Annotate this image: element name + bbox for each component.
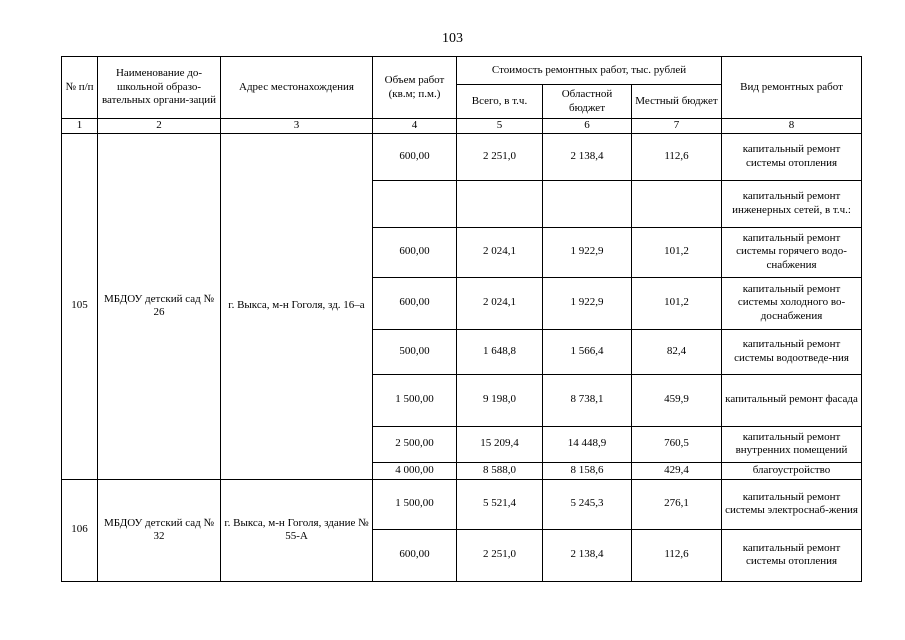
column-number: 2: [98, 119, 221, 134]
cell-work-type: капитальный ремонт системы горячего водо-снабжения: [722, 227, 862, 277]
cell-total: 1 648,8: [457, 329, 543, 374]
cell-work-type: капитальный ремонт внутренних помещений: [722, 426, 862, 462]
entry-address: г. Выкса, м-н Гоголя, зд. 16–а: [221, 133, 373, 479]
header-name: Наименование до-школьной образо-вательных органи-заций: [98, 57, 221, 119]
cell-total: 2 251,0: [457, 133, 543, 180]
cell-volume: 600,00: [373, 277, 457, 329]
cell-volume: 1 500,00: [373, 374, 457, 426]
entry-address: г. Выкса, м-н Гоголя, здание № 55-А: [221, 479, 373, 581]
header-address: Адрес местонахождения: [221, 57, 373, 119]
cell-local: 112,6: [632, 529, 722, 581]
header-num: № п/п: [62, 57, 98, 119]
cell-work-type: капитальный ремонт системы электроснаб-жения: [722, 479, 862, 529]
cell-total: 2 024,1: [457, 277, 543, 329]
entry-num: 106: [62, 479, 98, 581]
cell-local: [632, 180, 722, 227]
cell-local: 459,9: [632, 374, 722, 426]
cell-local: 82,4: [632, 329, 722, 374]
cell-work-type: капитальный ремонт системы отопления: [722, 529, 862, 581]
cell-regional: 2 138,4: [543, 529, 632, 581]
cell-work-type: благоустройство: [722, 462, 862, 479]
cell-volume: 600,00: [373, 227, 457, 277]
column-number: 1: [62, 119, 98, 134]
entry-num: 105: [62, 133, 98, 479]
entry-name: МБДОУ детский сад № 26: [98, 133, 221, 479]
cell-regional: 1 566,4: [543, 329, 632, 374]
table-row: [62, 133, 862, 180]
cell-total: 5 521,4: [457, 479, 543, 529]
entry-name: МБДОУ детский сад № 32: [98, 479, 221, 581]
cell-volume: 600,00: [373, 133, 457, 180]
column-number: 8: [722, 119, 862, 134]
cell-regional: 2 138,4: [543, 133, 632, 180]
cell-volume: 500,00: [373, 329, 457, 374]
column-number: 4: [373, 119, 457, 134]
cell-work-type: капитальный ремонт фасада: [722, 374, 862, 426]
column-number: 7: [632, 119, 722, 134]
cell-regional: 8 158,6: [543, 462, 632, 479]
column-number: 3: [221, 119, 373, 134]
repair-works-table: [61, 56, 862, 582]
cell-regional: 5 245,3: [543, 479, 632, 529]
cell-local: 101,2: [632, 227, 722, 277]
cell-volume: [373, 180, 457, 227]
column-number: 6: [543, 119, 632, 134]
page-number: 103: [442, 31, 463, 46]
header-total: Всего, в т.ч.: [457, 85, 543, 119]
cell-work-type: капитальный ремонт системы холодного во-доснабжения: [722, 277, 862, 329]
column-number: 5: [457, 119, 543, 134]
cell-work-type: капитальный ремонт инженерных сетей, в т.ч.:: [722, 180, 862, 227]
header-work-type: Вид ремонтных работ: [722, 57, 862, 119]
cell-total: 2 251,0: [457, 529, 543, 581]
cell-volume: 600,00: [373, 529, 457, 581]
header-regional: Областной бюджет: [543, 85, 632, 119]
cell-regional: 1 922,9: [543, 277, 632, 329]
cell-regional: 1 922,9: [543, 227, 632, 277]
cell-volume: 1 500,00: [373, 479, 457, 529]
header-local: Местный бюджет: [632, 85, 722, 119]
cell-total: 9 198,0: [457, 374, 543, 426]
header-cost-group: Стоимость ремонтных работ, тыс. рублей: [457, 57, 722, 85]
cell-work-type: капитальный ремонт системы отопления: [722, 133, 862, 180]
cell-regional: 14 448,9: [543, 426, 632, 462]
cell-local: 760,5: [632, 426, 722, 462]
cell-volume: 4 000,00: [373, 462, 457, 479]
cell-total: 15 209,4: [457, 426, 543, 462]
table-row: [62, 479, 862, 529]
cell-regional: [543, 180, 632, 227]
cell-local: 101,2: [632, 277, 722, 329]
cell-local: 276,1: [632, 479, 722, 529]
cell-total: 8 588,0: [457, 462, 543, 479]
cell-total: 2 024,1: [457, 227, 543, 277]
cell-total: [457, 180, 543, 227]
cell-local: 112,6: [632, 133, 722, 180]
header-volume: Объем работ (кв.м; п.м.): [373, 57, 457, 119]
cell-volume: 2 500,00: [373, 426, 457, 462]
cell-local: 429,4: [632, 462, 722, 479]
cell-work-type: капитальный ремонт системы водоотведе-ния: [722, 329, 862, 374]
cell-regional: 8 738,1: [543, 374, 632, 426]
